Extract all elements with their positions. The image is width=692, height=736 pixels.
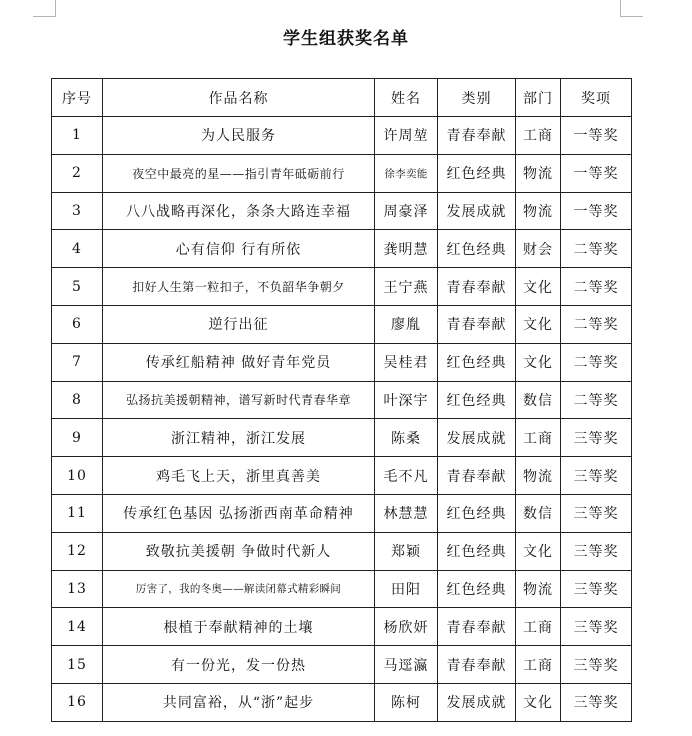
cell-work: 根植于奉献精神的土壤 bbox=[103, 608, 375, 646]
cell-work: 心有信仰 行有所依 bbox=[103, 230, 375, 268]
cell-category: 红色经典 bbox=[438, 154, 516, 192]
table-row bbox=[52, 570, 632, 608]
cell-category: 红色经典 bbox=[438, 230, 516, 268]
table-row bbox=[52, 268, 632, 306]
table-row bbox=[52, 419, 632, 457]
cell-no: 13 bbox=[52, 570, 103, 608]
cell-dept: 工商 bbox=[516, 117, 561, 155]
cell-no: 12 bbox=[52, 532, 103, 570]
cell-no: 10 bbox=[52, 457, 103, 495]
cell-dept: 物流 bbox=[516, 154, 561, 192]
cell-category: 发展成就 bbox=[438, 683, 516, 721]
table-row bbox=[52, 494, 632, 532]
cell-award: 二等奖 bbox=[561, 343, 632, 381]
cell-work: 逆行出征 bbox=[103, 305, 375, 343]
cell-name: 林慧慧 bbox=[375, 494, 438, 532]
header-name: 姓名 bbox=[375, 79, 438, 117]
header-dept: 部门 bbox=[516, 79, 561, 117]
table-row bbox=[52, 343, 632, 381]
table-row bbox=[52, 608, 632, 646]
cell-category: 红色经典 bbox=[438, 494, 516, 532]
cell-award: 三等奖 bbox=[561, 532, 632, 570]
cell-category: 红色经典 bbox=[438, 381, 516, 419]
cell-name: 周豪泽 bbox=[375, 192, 438, 230]
table-row bbox=[52, 230, 632, 268]
cell-name: 陈柯 bbox=[375, 683, 438, 721]
cell-no: 2 bbox=[52, 154, 103, 192]
header-work: 作品名称 bbox=[103, 79, 375, 117]
cell-award: 一等奖 bbox=[561, 117, 632, 155]
cell-work: 弘扬抗美援朝精神，谱写新时代青春华章 bbox=[103, 381, 375, 419]
cell-no: 16 bbox=[52, 683, 103, 721]
cell-no: 8 bbox=[52, 381, 103, 419]
cell-name: 吴桂君 bbox=[375, 343, 438, 381]
cell-no: 15 bbox=[52, 646, 103, 684]
cell-name: 马逕瀛 bbox=[375, 646, 438, 684]
cell-work: 有一份光，发一份热 bbox=[103, 646, 375, 684]
cell-no: 3 bbox=[52, 192, 103, 230]
cell-category: 发展成就 bbox=[438, 419, 516, 457]
table-row bbox=[52, 381, 632, 419]
cell-award: 三等奖 bbox=[561, 646, 632, 684]
cell-name: 王宁燕 bbox=[375, 268, 438, 306]
cell-category: 红色经典 bbox=[438, 343, 516, 381]
table-row bbox=[52, 305, 632, 343]
table-row bbox=[52, 646, 632, 684]
table-row bbox=[52, 457, 632, 495]
cell-award: 三等奖 bbox=[561, 494, 632, 532]
cell-work: 共同富裕，从“浙”起步 bbox=[103, 683, 375, 721]
header-award: 奖项 bbox=[561, 79, 632, 117]
table-row bbox=[52, 532, 632, 570]
cell-award: 三等奖 bbox=[561, 683, 632, 721]
cell-work: 鸡毛飞上天，浙里真善美 bbox=[103, 457, 375, 495]
cell-award: 二等奖 bbox=[561, 230, 632, 268]
awards-table bbox=[51, 78, 632, 722]
cell-award: 二等奖 bbox=[561, 268, 632, 306]
cell-name: 龚明慧 bbox=[375, 230, 438, 268]
cell-work: 为人民服务 bbox=[103, 117, 375, 155]
cell-category: 红色经典 bbox=[438, 570, 516, 608]
cell-dept: 工商 bbox=[516, 608, 561, 646]
cell-no: 5 bbox=[52, 268, 103, 306]
cell-dept: 工商 bbox=[516, 646, 561, 684]
cell-category: 青春奉献 bbox=[438, 608, 516, 646]
table-row bbox=[52, 683, 632, 721]
cell-dept: 财会 bbox=[516, 230, 561, 268]
cell-name: 徐李奕能 bbox=[375, 154, 438, 192]
cell-name: 郑颖 bbox=[375, 532, 438, 570]
cell-category: 青春奉献 bbox=[438, 646, 516, 684]
cell-award: 三等奖 bbox=[561, 608, 632, 646]
cell-award: 一等奖 bbox=[561, 192, 632, 230]
cell-dept: 数信 bbox=[516, 494, 561, 532]
table-row bbox=[52, 117, 632, 155]
cell-award: 二等奖 bbox=[561, 305, 632, 343]
cell-name: 廖胤 bbox=[375, 305, 438, 343]
cell-category: 青春奉献 bbox=[438, 305, 516, 343]
cell-award: 一等奖 bbox=[561, 154, 632, 192]
cell-work: 扣好人生第一粒扣子，不负韶华争朝夕 bbox=[103, 268, 375, 306]
cell-name: 杨欣妍 bbox=[375, 608, 438, 646]
page-corner-mark-right bbox=[620, 0, 643, 17]
cell-dept: 文化 bbox=[516, 305, 561, 343]
cell-category: 青春奉献 bbox=[438, 457, 516, 495]
cell-category: 青春奉献 bbox=[438, 117, 516, 155]
cell-no: 6 bbox=[52, 305, 103, 343]
table-header-row bbox=[52, 79, 632, 117]
cell-dept: 数信 bbox=[516, 381, 561, 419]
cell-no: 1 bbox=[52, 117, 103, 155]
cell-dept: 工商 bbox=[516, 419, 561, 457]
cell-dept: 文化 bbox=[516, 268, 561, 306]
cell-work: 厉害了，我的冬奥——解读闭幕式精彩瞬间 bbox=[103, 570, 375, 608]
cell-name: 田阳 bbox=[375, 570, 438, 608]
header-category: 类别 bbox=[438, 79, 516, 117]
cell-category: 青春奉献 bbox=[438, 268, 516, 306]
cell-work: 浙江精神，浙江发展 bbox=[103, 419, 375, 457]
cell-category: 发展成就 bbox=[438, 192, 516, 230]
cell-award: 三等奖 bbox=[561, 570, 632, 608]
cell-name: 毛不凡 bbox=[375, 457, 438, 495]
cell-work: 八八战略再深化，条条大路连幸福 bbox=[103, 192, 375, 230]
cell-dept: 文化 bbox=[516, 683, 561, 721]
cell-dept: 物流 bbox=[516, 570, 561, 608]
page-corner-mark-left bbox=[33, 0, 56, 17]
header-no: 序号 bbox=[52, 79, 103, 117]
cell-work: 致敬抗美援朝 争做时代新人 bbox=[103, 532, 375, 570]
table-row bbox=[52, 192, 632, 230]
cell-no: 7 bbox=[52, 343, 103, 381]
cell-no: 9 bbox=[52, 419, 103, 457]
page-title: 学生组获奖名单 bbox=[283, 29, 409, 49]
table-row bbox=[52, 154, 632, 192]
cell-award: 二等奖 bbox=[561, 381, 632, 419]
cell-name: 许周堃 bbox=[375, 117, 438, 155]
cell-work: 夜空中最亮的星——指引青年砥砺前行 bbox=[103, 154, 375, 192]
cell-dept: 文化 bbox=[516, 343, 561, 381]
cell-name: 陈桑 bbox=[375, 419, 438, 457]
cell-work: 传承红色基因 弘扬浙西南革命精神 bbox=[103, 494, 375, 532]
cell-no: 14 bbox=[52, 608, 103, 646]
cell-category: 红色经典 bbox=[438, 532, 516, 570]
cell-no: 4 bbox=[52, 230, 103, 268]
cell-dept: 物流 bbox=[516, 457, 561, 495]
cell-work: 传承红船精神 做好青年党员 bbox=[103, 343, 375, 381]
cell-award: 三等奖 bbox=[561, 457, 632, 495]
cell-dept: 文化 bbox=[516, 532, 561, 570]
cell-award: 三等奖 bbox=[561, 419, 632, 457]
cell-no: 11 bbox=[52, 494, 103, 532]
cell-dept: 物流 bbox=[516, 192, 561, 230]
cell-name: 叶深宇 bbox=[375, 381, 438, 419]
